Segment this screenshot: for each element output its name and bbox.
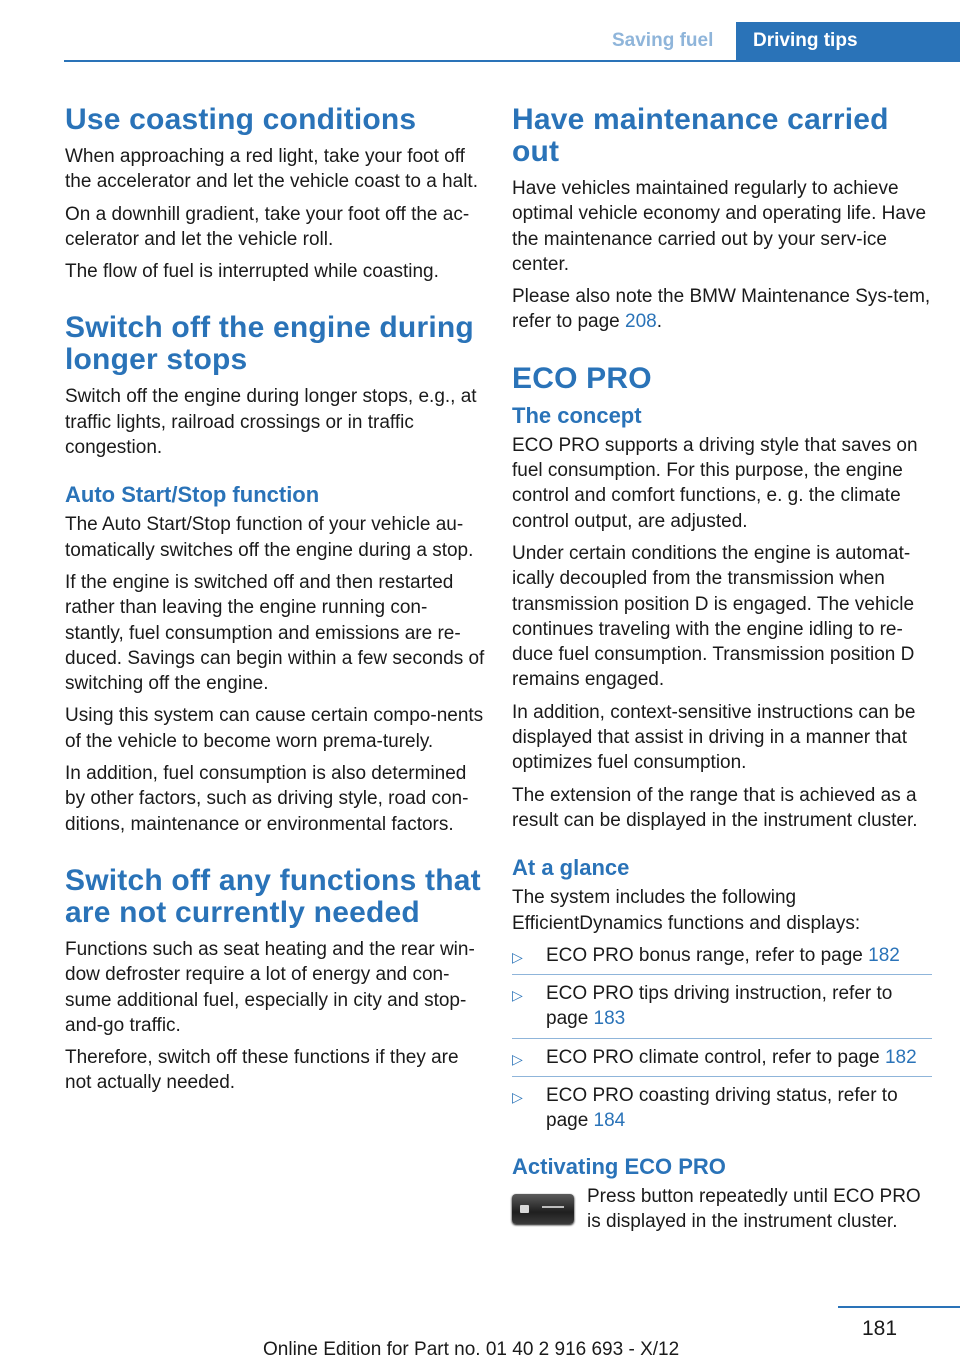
function-list	[512, 943, 932, 1140]
page-number: 181	[862, 1317, 898, 1340]
paragraph: If the engine is switched off and then restarted rather than leaving the engine running con‐stantly, fuel consumption and emissions are re‐duced. Savings can begin within a few seconds of switching off the engine.	[65, 571, 485, 695]
paragraph: On a downhill gradient, take your foot off the ac‐celerator and let the vehicle roll.	[65, 203, 470, 250]
paragraph: Under certain conditions the engine is automat‐ically decoupled from the transmission when transmission position D is engaged. The vehicle continues traveling with the engine idling to re‐duce fuel consumption. Transmission position D remains engaged.	[512, 542, 915, 691]
paragraph: When approaching a red light, take your foot off the accelerator and let the vehicle coast to a halt.	[65, 146, 478, 193]
paragraph: Therefore, switch off these functions if they are not actually needed.	[65, 1047, 459, 1094]
heading-at-a-glance: At a glance	[512, 855, 630, 881]
list-item-text: ECO PRO coasting driving status, refer to page	[546, 1085, 898, 1132]
page-link-182[interactable]: 182	[868, 944, 900, 966]
paragraph: The flow of fuel is interrupted while coasting.	[65, 261, 439, 283]
paragraph: Press button repeatedly until ECO PRO is displayed in the instrument cluster.	[587, 1185, 921, 1232]
paragraph	[512, 284, 932, 335]
list-item-text: ECO PRO climate control, refer to page	[546, 1046, 885, 1068]
activation-instruction	[512, 1184, 932, 1235]
list-item-text: ECO PRO tips driving instruction, refer to page	[546, 983, 893, 1030]
triangle-bullet-icon: ▷	[512, 1050, 523, 1067]
right-column	[512, 100, 932, 1241]
button-led	[520, 1205, 529, 1213]
page-link-183[interactable]: 183	[593, 1008, 626, 1030]
tab-saving-fuel[interactable]: Saving fuel	[612, 30, 714, 51]
paragraph-text: Please also note the BMW Maintenance Sys‐tem, refer to page	[512, 286, 931, 333]
heading-engine-off: Switch off the engine during longer stops	[65, 311, 474, 377]
page-link-182[interactable]: 182	[884, 1046, 917, 1068]
list-item-text: ECO PRO bonus range, refer to page	[546, 944, 869, 966]
paragraph: The Auto Start/Stop function of your vehicle au‐tomatically switches off the engine during a stop.	[65, 514, 474, 561]
paragraph: Have vehicles maintained regularly to achieve optimal vehicle economy and operating life. Have the maintenance carried out by your serv‐ice center.	[512, 178, 927, 275]
paragraph: The system includes the following EfficientDynamics functions and displays:	[512, 887, 861, 934]
list-item	[512, 1045, 932, 1077]
paragraph: The extension of the range that is achieved as a result can be displayed in the instrument cluster.	[512, 784, 918, 831]
paragraph: In addition, fuel consumption is also determined by other factors, such as driving style, road con‐ditions, maintenance or environmental factors.	[65, 763, 469, 835]
paragraph: Switch off the engine during longer stops, e.g., at traffic lights, railroad crossings or in traffic congestion.	[65, 386, 477, 459]
heading-the-concept: The concept	[512, 402, 642, 428]
heading-coasting: Use coasting conditions	[65, 103, 417, 136]
button-arrow-icon	[542, 1206, 564, 1212]
page-header	[0, 0, 960, 62]
left-column	[65, 100, 485, 1103]
heading-switch-off-functions: Switch off any functions that are not currently needed	[65, 863, 481, 929]
heading-auto-start-stop: Auto Start/Stop function	[65, 482, 320, 508]
paragraph: Using this system can cause certain compo‐nents of the vehicle to become worn prema‐turely.	[65, 705, 484, 752]
driving-mode-button-icon	[512, 1194, 574, 1224]
paragraph: ECO PRO supports a driving style that saves on fuel consumption. For this purpose, the engine control and comfort functions, e. g. the climate control output, are adjusted.	[512, 434, 918, 532]
paragraph: Functions such as seat heating and the rear win‐dow defroster require a lot of energy and con‐sume additional fuel, especially in city and stop-and-go traffic.	[65, 938, 475, 1036]
header-divider	[64, 60, 960, 62]
page-link-184[interactable]: 184	[593, 1110, 626, 1132]
tab-driving-tips[interactable]: Driving tips	[736, 22, 960, 60]
list-item	[512, 943, 932, 975]
list-item	[512, 981, 932, 1039]
triangle-bullet-icon: ▷	[512, 1089, 523, 1106]
triangle-bullet-icon: ▷	[512, 987, 523, 1004]
page-link-208[interactable]: 208	[625, 311, 657, 333]
list-item	[512, 1083, 932, 1140]
paragraph: In addition, context-sensitive instructions can be displayed that assist in driving in a manner that optimizes fuel consumption.	[512, 701, 916, 774]
footer-divider	[838, 1306, 960, 1308]
edition-info: Online Edition for Part no. 01 40 2 916 693 - X/12	[263, 1339, 680, 1360]
heading-maintenance: Have maintenance carried out	[512, 103, 889, 168]
heading-eco-pro: ECO PRO	[512, 361, 652, 395]
heading-activating-eco-pro: Activating ECO PRO	[512, 1153, 726, 1179]
paragraph-end: .	[656, 311, 663, 333]
triangle-bullet-icon: ▷	[512, 948, 523, 965]
